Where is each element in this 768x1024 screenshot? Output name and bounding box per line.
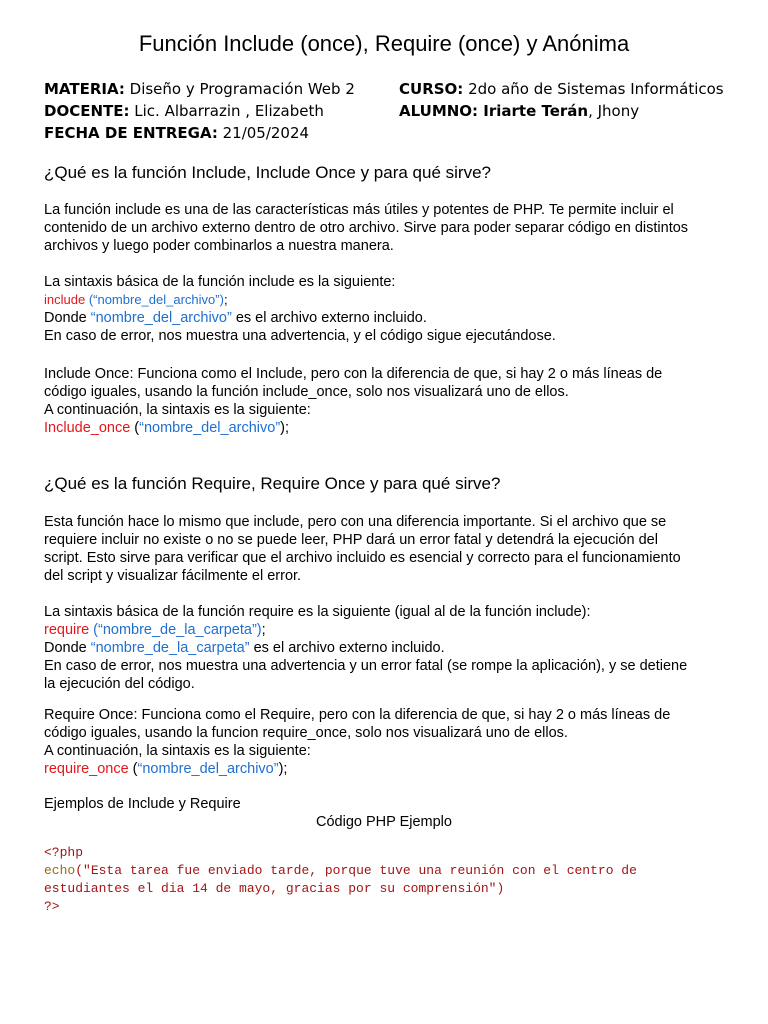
once-keyword: require_once — [44, 761, 129, 777]
once-argument: “nombre_del_archivo” — [137, 761, 279, 777]
docente-label: DOCENTE: — [44, 102, 130, 120]
donde-prefix: Donde — [44, 640, 91, 656]
code-echo-continuation: estudiantes el dia 14 de mayo, gracias por su comprensión") — [44, 881, 505, 896]
code-echo-keyword: echo — [44, 863, 76, 878]
error-line: la ejecución del código. — [44, 676, 195, 692]
code-echo-line — [44, 862, 637, 880]
paragraph-line: A continuación, la sintaxis es la siguiente: — [44, 402, 311, 418]
paragraph-line: La función include es una de las características más útiles y potentes de PHP. Te permite incluir el — [44, 202, 674, 218]
syntax-keyword: include — [44, 292, 86, 307]
paragraph-line: script. Esto sirve para verificar que el archivo incluido es esencial y correcto para el funcionamiento — [44, 550, 681, 566]
donde-prefix: Donde — [44, 310, 91, 326]
syntax-example — [44, 291, 734, 309]
section2-syntax-paragraph — [44, 603, 734, 693]
section2-intro-paragraph — [44, 513, 734, 585]
section2-heading: ¿Qué es la función Require, Require Once y para qué sirve? — [44, 474, 501, 493]
section2-once-paragraph — [44, 706, 734, 778]
once-paren: ( — [130, 420, 140, 436]
section1-intro-paragraph — [44, 201, 734, 255]
section1-syntax-paragraph — [44, 273, 734, 345]
section1-heading: ¿Qué es la función Include, Include Once y para qué sirve? — [44, 163, 491, 182]
syntax-end: ; — [223, 292, 228, 307]
donde-argument: “nombre_del_archivo” — [90, 310, 232, 326]
fecha-label: FECHA DE ENTREGA: — [44, 124, 218, 142]
syntax-end: ; — [261, 622, 266, 638]
curso-value: 2do año de Sistemas Informáticos — [463, 80, 724, 98]
once-syntax-example — [44, 760, 734, 778]
code-open-tag: <?php — [44, 845, 84, 860]
section1-once-paragraph — [44, 365, 734, 437]
once-keyword: Include_once — [44, 420, 131, 436]
materia-value: Diseño y Programación Web 2 — [124, 80, 355, 98]
meta-left-block — [44, 78, 355, 144]
paragraph-line: archivos y luego poder combinarlos a nuestra manera. — [44, 238, 394, 254]
examples-heading-text: Ejemplos de Include y Require — [44, 796, 241, 812]
code-caption: Código PHP Ejemplo — [316, 814, 452, 830]
code-close-tag: ?> — [44, 899, 60, 914]
alumno-value: , Jhony — [588, 102, 640, 120]
fecha-row — [44, 122, 355, 144]
syntax-argument: (“nombre_del_archivo”) — [85, 292, 224, 307]
donde-line — [44, 309, 734, 327]
curso-label: CURSO: — [399, 80, 464, 98]
once-argument: “nombre_del_archivo” — [139, 420, 281, 436]
paragraph-line: Esta función hace lo mismo que include, pero con una diferencia importante. Si el archivo que se — [44, 514, 667, 530]
paragraph-line: A continuación, la sintaxis es la siguiente: — [44, 743, 311, 759]
paragraph-line: código iguales, usando la funcion require_once, solo nos visualizará uno de ellos. — [44, 725, 568, 741]
php-code-block — [44, 844, 637, 916]
paragraph-line: requiere incluir no existe o no se puede leer, PHP dará un error fatal y detendrá la ejecución del — [44, 532, 658, 548]
syntax-keyword: require — [44, 622, 90, 638]
docente-row — [44, 100, 355, 122]
once-end: ); — [278, 761, 288, 777]
error-line: En caso de error, nos muestra una advertencia, y el código sigue ejecutándose. — [44, 328, 556, 344]
syntax-intro: La sintaxis básica de la función require es la siguiente (igual al de la función include): — [44, 604, 591, 620]
syntax-argument: (“nombre_de_la_carpeta”) — [89, 622, 262, 638]
document-title: Función Include (once), Require (once) y Anónima — [138, 31, 630, 56]
paragraph-line: del script y visualizar fácilmente el error. — [44, 568, 302, 584]
donde-line — [44, 639, 734, 657]
donde-argument: “nombre_de_la_carpeta” — [90, 640, 250, 656]
once-paren: ( — [128, 761, 138, 777]
paragraph-line: código iguales, usando la función include_once, solo nos visualizará uno de ellos. — [44, 384, 569, 400]
syntax-intro: La sintaxis básica de la función include es la siguiente: — [44, 274, 396, 290]
paragraph-line: contenido de un archivo externo dentro de otro archivo. Sirve para poder separar código en distintos — [44, 220, 689, 236]
alumno-label: ALUMNO: — [399, 102, 479, 120]
examples-heading — [44, 795, 734, 813]
syntax-example — [44, 621, 734, 639]
error-line: En caso de error, nos muestra una advertencia y un error fatal (se rompe la aplicación), y se detiene — [44, 658, 688, 674]
fecha-value: 21/05/2024 — [217, 124, 310, 142]
once-syntax-example — [44, 419, 734, 437]
materia-label: MATERIA: — [44, 80, 125, 98]
donde-suffix: es el archivo externo incluido. — [231, 310, 427, 326]
once-end: ); — [280, 420, 290, 436]
paragraph-line: Include Once: Funciona como el Include, pero con la diferencia de que, si hay 2 o más líneas de — [44, 366, 663, 382]
curso-row — [399, 78, 724, 100]
alumno-surname: Iriarte Terán — [478, 102, 589, 120]
donde-suffix: es el archivo externo incluido. — [249, 640, 445, 656]
materia-row — [44, 78, 355, 100]
code-echo-string: ("Esta tarea fue enviado tarde, porque tuve una reunión con el centro de — [75, 863, 637, 878]
docente-value: Lic. Albarrazin , Elizabeth — [129, 102, 324, 120]
paragraph-line: Require Once: Funciona como el Require, pero con la diferencia de que, si hay 2 o más líneas de — [44, 707, 671, 723]
alumno-row — [399, 100, 724, 122]
meta-right-block — [399, 78, 724, 122]
